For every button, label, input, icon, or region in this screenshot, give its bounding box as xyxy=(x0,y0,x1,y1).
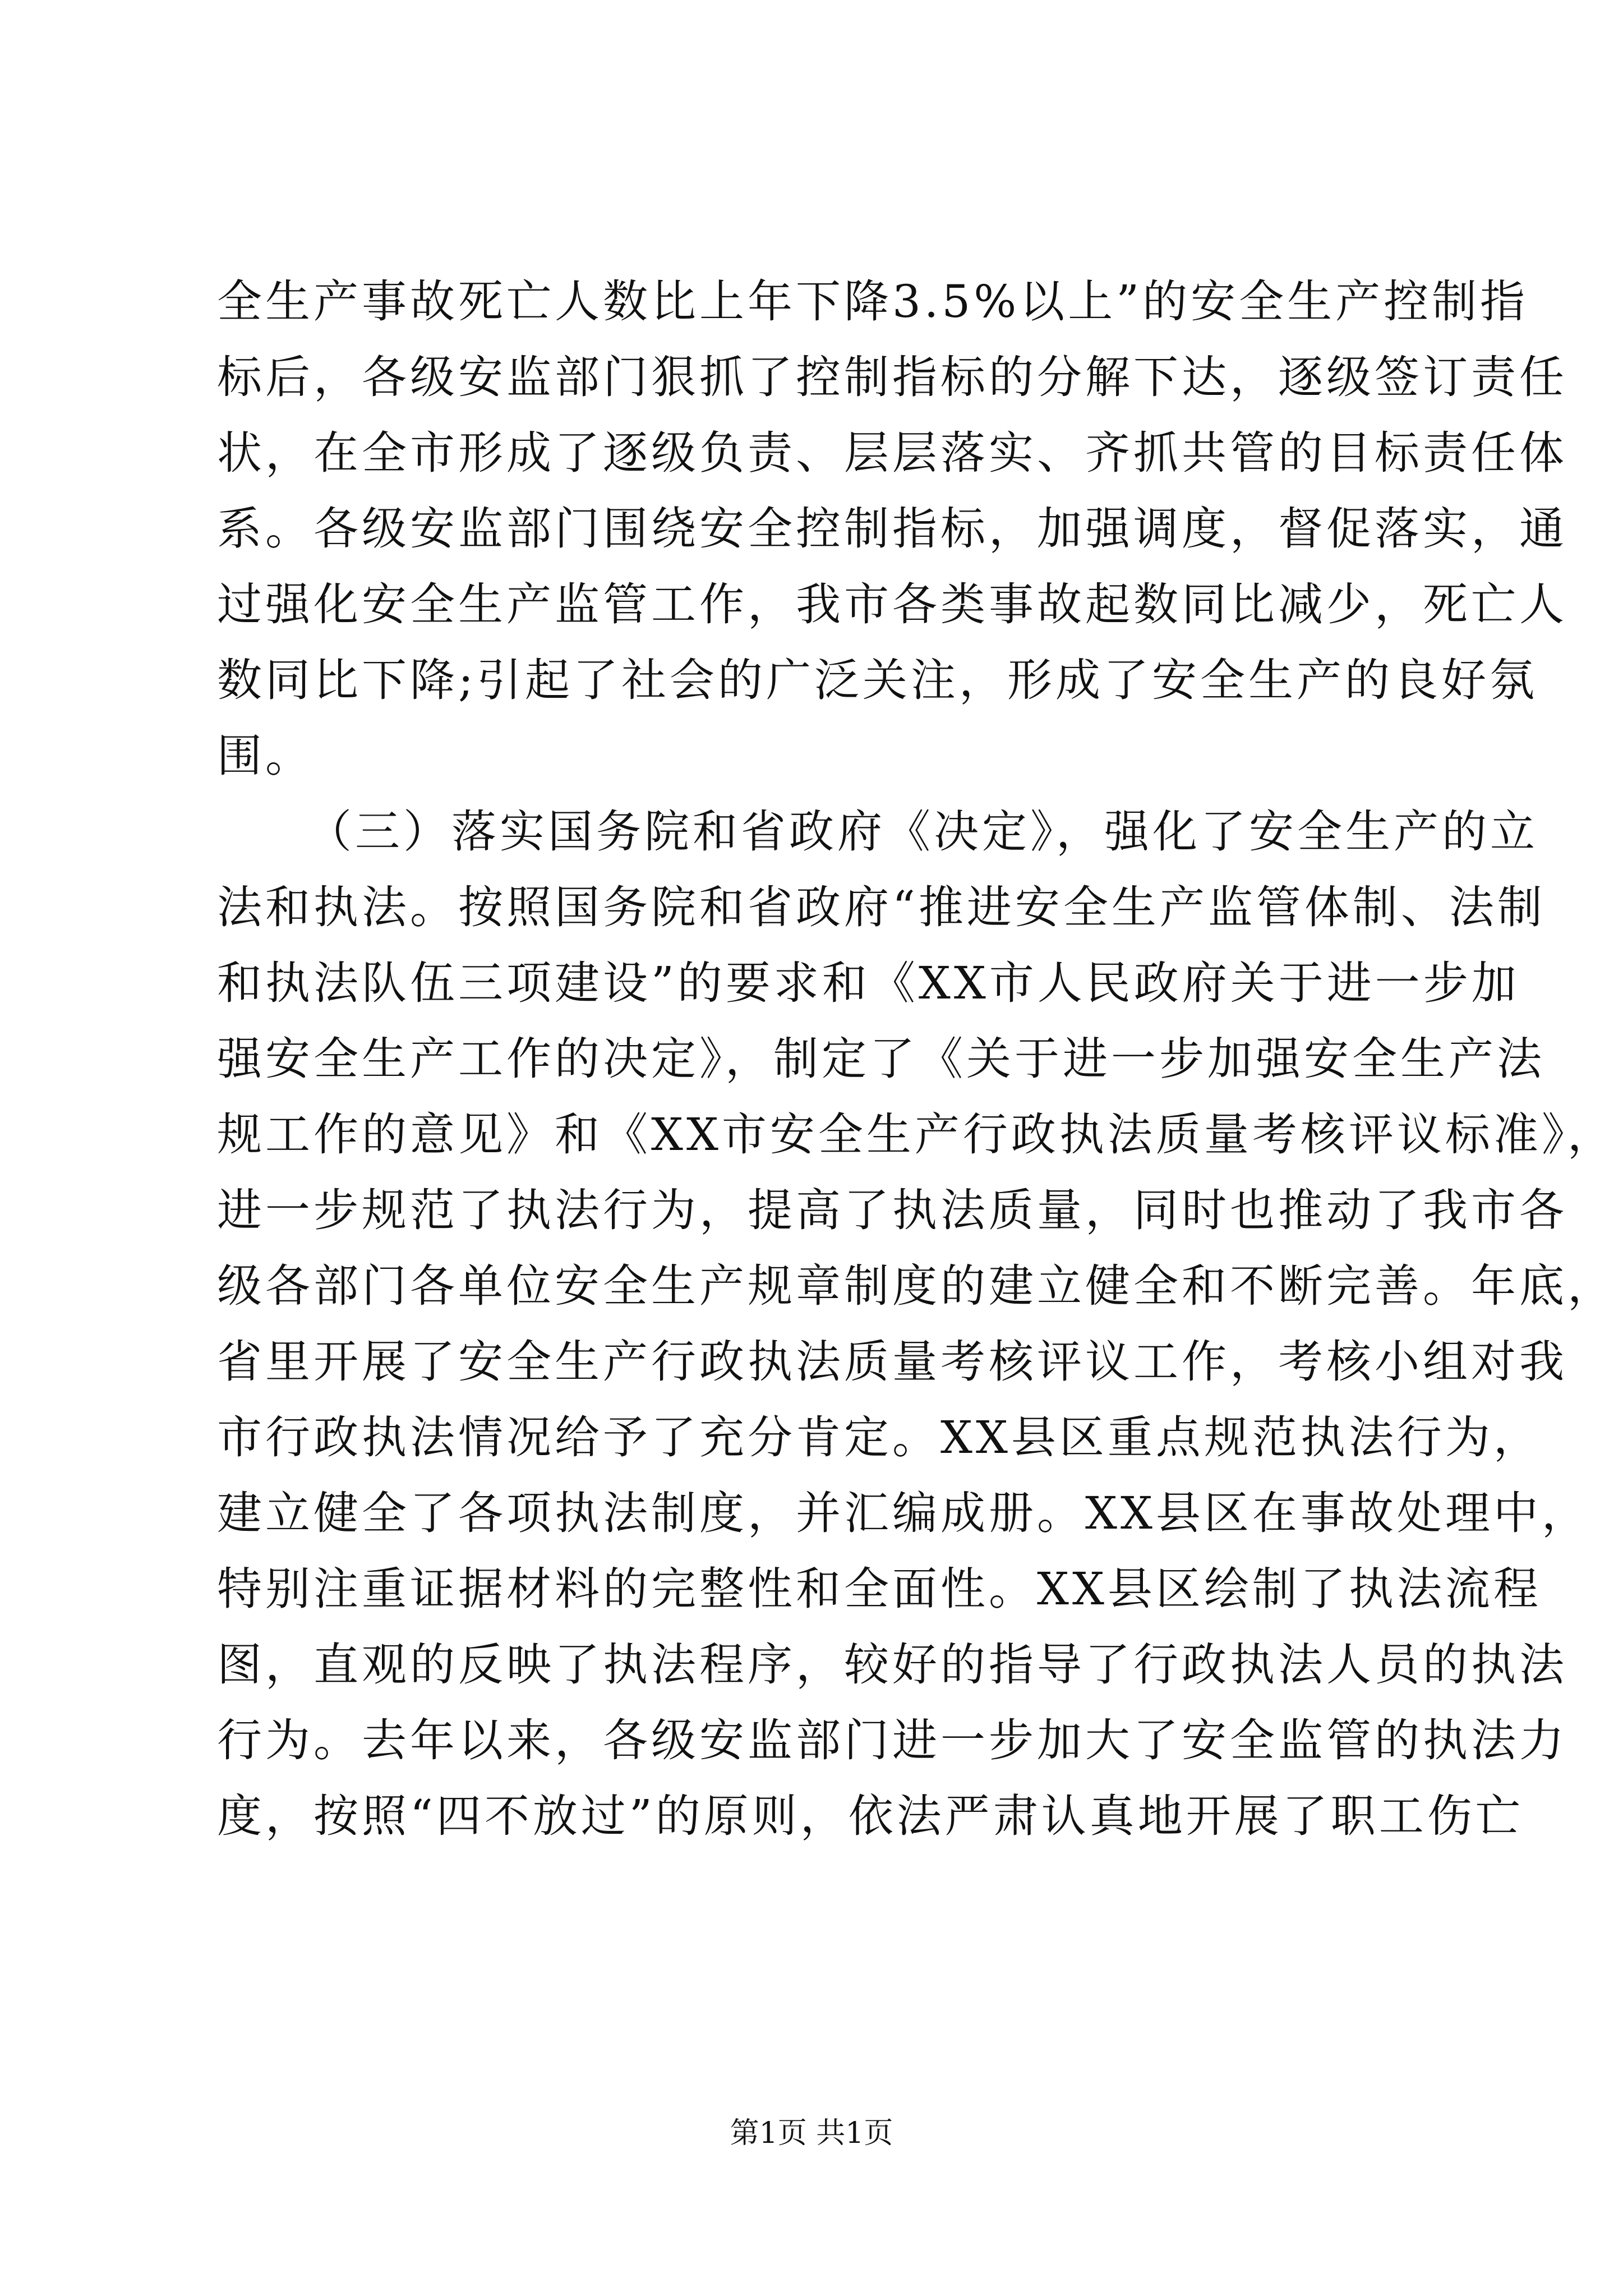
text-line: 标后，各级安监部门狠抓了控制指标的分解下达，逐级签订责任 xyxy=(217,351,1567,403)
text-line: 系。各级安监部门围绕安全控制指标，加强调度，督促落实，通 xyxy=(217,503,1567,555)
text-line: 行为。去年以来，各级安监部门进一步加大了安全监管的执法力 xyxy=(217,1714,1567,1766)
text-line: 特别注重证据材料的完整性和全面性。XX县区绘制了执法流程 xyxy=(217,1563,1542,1615)
text-line: 围。 xyxy=(217,730,313,782)
text-line: 过强化安全生产监管工作，我市各类事故起数同比减少，死亡人 xyxy=(217,578,1567,631)
text-line: 建立健全了各项执法制度，并汇编成册。XX县区在事故处理中， xyxy=(217,1487,1590,1539)
page-number-label: 第1页 共1页 xyxy=(730,2116,893,2150)
text-line: 图，直观的反映了执法程序，较好的指导了行政执法人员的执法 xyxy=(217,1639,1567,1691)
text-line: 进一步规范了执法行为，提高了执法质量，同时也推动了我市各 xyxy=(217,1184,1567,1236)
text-line: 状，在全市形成了逐级负责、层层落实、齐抓共管的目标责任体 xyxy=(217,427,1567,479)
text-line: 法和执法。按照国务院和省政府“推进安全生产监管体制、法制 xyxy=(217,881,1546,933)
text-line: 度，按照“四不放过”的原则，依法严肃认真地开展了职工伤亡 xyxy=(217,1790,1524,1842)
text-line: 全生产事故死亡人数比上年下降3.5%以上”的安全生产控制指 xyxy=(217,275,1529,328)
text-line: 市行政执法情况给予了充分肯定。XX县区重点规范执法行为， xyxy=(217,1411,1542,1464)
text-line: 数同比下降;引起了社会的广泛关注，形成了安全生产的良好氛 xyxy=(217,654,1538,706)
text-line: 和执法队伍三项建设”的要求和《XX市人民政府关于进一步加 xyxy=(217,957,1520,1009)
document-body xyxy=(217,264,1616,1854)
text-line: 强安全生产工作的决定》，制定了《关于进一步加强安全生产法 xyxy=(217,1033,1545,1085)
page-footer xyxy=(0,2114,1623,2153)
text-line: 级各部门各单位安全生产规章制度的建立健全和不断完善。年底， xyxy=(217,1260,1616,1312)
text-line: 规工作的意见》和《XX市安全生产行政执法质量考核评议标准》， xyxy=(217,1108,1616,1161)
section-heading-line: （三）落实国务院和省政府《决定》，强化了安全生产的立 xyxy=(307,806,1538,858)
text-line: 省里开展了安全生产行政执法质量考核评议工作，考核小组对我 xyxy=(217,1336,1567,1388)
